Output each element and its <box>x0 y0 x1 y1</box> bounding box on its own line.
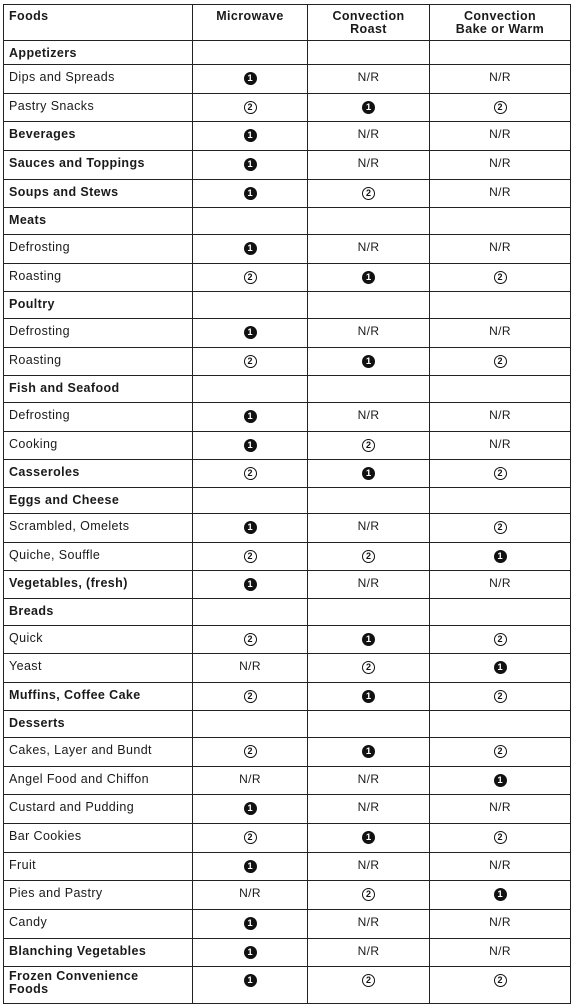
empty-cell <box>430 292 571 319</box>
convection-bake-cell <box>430 180 571 208</box>
second-choice-icon: 2 <box>244 101 257 114</box>
section-label: Poultry <box>4 292 193 319</box>
convection-bake-cell <box>430 571 571 599</box>
microwave-cell <box>193 235 308 264</box>
convection-roast-cell <box>308 967 430 1004</box>
food-label-line1: Frozen Convenience <box>9 969 139 983</box>
not-recommended-label: N/R <box>357 408 380 422</box>
microwave-cell <box>193 122 308 151</box>
first-choice-icon: 1 <box>244 129 257 142</box>
first-choice-icon: 1 <box>362 745 375 758</box>
empty-cell <box>193 208 308 235</box>
not-recommended-label: N/R <box>489 185 511 199</box>
convection-bake-cell <box>430 235 571 264</box>
table-row <box>4 738 571 767</box>
convection-roast-cell <box>308 683 430 711</box>
first-choice-icon: 1 <box>244 860 257 873</box>
convection-roast-cell <box>308 264 430 292</box>
microwave-cell <box>193 403 308 432</box>
microwave-cell <box>193 432 308 460</box>
not-recommended-label: N/R <box>239 886 261 900</box>
not-recommended-label: N/R <box>489 915 511 929</box>
convection-roast-cell <box>308 432 430 460</box>
convection-bake-cell <box>430 348 571 376</box>
convection-roast-cell <box>308 654 430 683</box>
food-label: Quiche, Souffle <box>4 543 193 571</box>
second-choice-icon: 2 <box>362 550 375 563</box>
convection-roast-cell <box>308 626 430 654</box>
first-choice-icon: 1 <box>362 101 375 114</box>
convection-bake-cell <box>430 460 571 488</box>
not-recommended-label: N/R <box>489 70 511 84</box>
microwave-cell <box>193 151 308 180</box>
convection-bake-cell <box>430 654 571 683</box>
convection-bake-cell <box>430 795 571 824</box>
food-label: Casseroles <box>4 460 193 488</box>
second-choice-icon: 2 <box>494 974 507 987</box>
food-label: Soups and Stews <box>4 180 193 208</box>
convection-bake-cell <box>430 151 571 180</box>
not-recommended-label: N/R <box>489 858 511 872</box>
convection-roast-cell <box>308 795 430 824</box>
food-label: Roasting <box>4 264 193 292</box>
empty-cell <box>308 292 430 319</box>
microwave-cell <box>193 881 308 910</box>
not-recommended-label: N/R <box>489 240 511 254</box>
empty-cell <box>193 711 308 738</box>
table-row <box>4 180 571 208</box>
convection-roast-cell <box>308 65 430 94</box>
food-label: Defrosting <box>4 235 193 264</box>
convection-bake-cell <box>430 683 571 711</box>
first-choice-icon: 1 <box>244 326 257 339</box>
table-row <box>4 432 571 460</box>
not-recommended-label: N/R <box>357 127 380 141</box>
not-recommended-label: N/R <box>489 800 511 814</box>
convection-roast-column-header <box>308 5 430 41</box>
convection-bake-cell <box>430 432 571 460</box>
food-label: Defrosting <box>4 403 193 432</box>
first-choice-icon: 1 <box>244 946 257 959</box>
convection-roast-cell <box>308 939 430 967</box>
section-label: Eggs and Cheese <box>4 488 193 514</box>
empty-cell <box>193 292 308 319</box>
convection-roast-cell <box>308 767 430 795</box>
microwave-cell <box>193 738 308 767</box>
second-choice-icon: 2 <box>362 974 375 987</box>
first-choice-icon: 1 <box>362 271 375 284</box>
section-row <box>4 488 571 514</box>
table-row <box>4 460 571 488</box>
convection-bake-cell <box>430 264 571 292</box>
table-row <box>4 939 571 967</box>
second-choice-icon: 2 <box>494 831 507 844</box>
microwave-cell <box>193 348 308 376</box>
convection-roast-cell <box>308 403 430 432</box>
microwave-cell <box>193 853 308 881</box>
microwave-cell <box>193 319 308 348</box>
food-label: Quick <box>4 626 193 654</box>
food-label: Defrosting <box>4 319 193 348</box>
first-choice-icon: 1 <box>244 917 257 930</box>
food-label: Pies and Pastry <box>4 881 193 910</box>
food-label: Scrambled, Omelets <box>4 514 193 543</box>
food-label: Roasting <box>4 348 193 376</box>
table-row <box>4 543 571 571</box>
microwave-cell <box>193 94 308 122</box>
second-choice-icon: 2 <box>362 439 375 452</box>
empty-cell <box>430 488 571 514</box>
not-recommended-label: N/R <box>489 324 511 338</box>
not-recommended-label: N/R <box>489 576 511 590</box>
microwave-cell <box>193 264 308 292</box>
not-recommended-label: N/R <box>489 408 511 422</box>
table-row <box>4 264 571 292</box>
convection-bake-cell <box>430 514 571 543</box>
microwave-cell <box>193 767 308 795</box>
second-choice-icon: 2 <box>244 633 257 646</box>
table-row <box>4 151 571 180</box>
microwave-cell <box>193 654 308 683</box>
microwave-cell <box>193 180 308 208</box>
second-choice-icon: 2 <box>244 355 257 368</box>
second-choice-icon: 2 <box>362 661 375 674</box>
food-label: Cooking <box>4 432 193 460</box>
first-choice-icon: 1 <box>244 439 257 452</box>
convection-bake-cell <box>430 939 571 967</box>
section-label: Desserts <box>4 711 193 738</box>
table-row <box>4 122 571 151</box>
foods-column-header: Foods <box>4 5 193 41</box>
microwave-cell <box>193 626 308 654</box>
second-choice-icon: 2 <box>494 690 507 703</box>
convection-roast-cell <box>308 881 430 910</box>
section-row <box>4 292 571 319</box>
food-label: Angel Food and Chiffon <box>4 767 193 795</box>
section-row <box>4 599 571 626</box>
microwave-cell <box>193 460 308 488</box>
convection-bake-cell <box>430 738 571 767</box>
first-choice-icon: 1 <box>362 831 375 844</box>
second-choice-icon: 2 <box>494 271 507 284</box>
second-choice-icon: 2 <box>494 745 507 758</box>
empty-cell <box>308 41 430 65</box>
convection-roast-cell <box>308 910 430 939</box>
food-label: Cakes, Layer and Bundt <box>4 738 193 767</box>
convection-bake-cell <box>430 824 571 853</box>
table-row <box>4 967 571 1004</box>
microwave-cell <box>193 65 308 94</box>
empty-cell <box>193 376 308 403</box>
not-recommended-label: N/R <box>357 772 380 786</box>
section-label: Breads <box>4 599 193 626</box>
microwave-cell <box>193 514 308 543</box>
food-label: Muffins, Coffee Cake <box>4 683 193 711</box>
convection-roast-cell <box>308 319 430 348</box>
convection-bake-column-header <box>430 5 571 41</box>
second-choice-icon: 2 <box>494 521 507 534</box>
table-row <box>4 403 571 432</box>
microwave-column-header: Microwave <box>193 5 308 41</box>
microwave-cell <box>193 795 308 824</box>
table-body <box>4 41 571 1004</box>
first-choice-icon: 1 <box>494 661 507 674</box>
first-choice-icon: 1 <box>244 242 257 255</box>
not-recommended-label: N/R <box>489 156 511 170</box>
second-choice-icon: 2 <box>244 831 257 844</box>
table-row <box>4 626 571 654</box>
microwave-cell <box>193 571 308 599</box>
convection-bake-cell <box>430 910 571 939</box>
table-row <box>4 824 571 853</box>
microwave-cell <box>193 543 308 571</box>
empty-cell <box>308 711 430 738</box>
section-label: Appetizers <box>4 41 193 65</box>
convection-roast-cell <box>308 122 430 151</box>
header-row <box>4 5 571 41</box>
not-recommended-label: N/R <box>357 240 380 254</box>
not-recommended-label: N/R <box>239 659 261 673</box>
convection-roast-cell <box>308 738 430 767</box>
not-recommended-label: N/R <box>239 772 261 786</box>
convection-bake-header-line1: Convection <box>463 9 537 23</box>
microwave-cell <box>193 967 308 1004</box>
first-choice-icon: 1 <box>244 578 257 591</box>
empty-cell <box>193 599 308 626</box>
food-label: Fruit <box>4 853 193 881</box>
table-row <box>4 853 571 881</box>
not-recommended-label: N/R <box>357 858 380 872</box>
second-choice-icon: 2 <box>244 745 257 758</box>
empty-cell <box>308 208 430 235</box>
not-recommended-label: N/R <box>357 800 380 814</box>
empty-cell <box>430 599 571 626</box>
empty-cell <box>430 208 571 235</box>
second-choice-icon: 2 <box>244 467 257 480</box>
section-row <box>4 208 571 235</box>
empty-cell <box>430 376 571 403</box>
empty-cell <box>193 41 308 65</box>
first-choice-icon: 1 <box>362 690 375 703</box>
not-recommended-label: N/R <box>357 576 380 590</box>
first-choice-icon: 1 <box>362 467 375 480</box>
empty-cell <box>308 488 430 514</box>
table-row <box>4 319 571 348</box>
first-choice-icon: 1 <box>244 521 257 534</box>
convection-roast-cell <box>308 543 430 571</box>
table-row <box>4 683 571 711</box>
first-choice-icon: 1 <box>244 410 257 423</box>
convection-roast-cell <box>308 151 430 180</box>
first-choice-icon: 1 <box>494 774 507 787</box>
empty-cell <box>193 488 308 514</box>
section-row <box>4 376 571 403</box>
table-row <box>4 910 571 939</box>
empty-cell <box>308 376 430 403</box>
table-row <box>4 94 571 122</box>
convection-roast-cell <box>308 180 430 208</box>
food-label: Vegetables, (fresh) <box>4 571 193 599</box>
first-choice-icon: 1 <box>362 633 375 646</box>
food-label: Blanching Vegetables <box>4 939 193 967</box>
convection-bake-cell <box>430 543 571 571</box>
not-recommended-label: N/R <box>489 127 511 141</box>
section-label: Meats <box>4 208 193 235</box>
not-recommended-label: N/R <box>357 944 380 958</box>
empty-cell <box>430 711 571 738</box>
table-row <box>4 795 571 824</box>
food-label: Candy <box>4 910 193 939</box>
microwave-cell <box>193 939 308 967</box>
first-choice-icon: 1 <box>244 158 257 171</box>
convection-bake-cell <box>430 403 571 432</box>
cooking-method-table <box>3 4 571 1004</box>
first-choice-icon: 1 <box>362 355 375 368</box>
not-recommended-label: N/R <box>357 70 380 84</box>
second-choice-icon: 2 <box>244 690 257 703</box>
food-label: Sauces and Toppings <box>4 151 193 180</box>
first-choice-icon: 1 <box>244 187 257 200</box>
not-recommended-label: N/R <box>489 944 511 958</box>
convection-roast-header-line1: Convection <box>332 9 405 23</box>
second-choice-icon: 2 <box>362 187 375 200</box>
convection-roast-cell <box>308 235 430 264</box>
table-row <box>4 571 571 599</box>
microwave-cell <box>193 824 308 853</box>
section-row <box>4 41 571 65</box>
not-recommended-label: N/R <box>357 324 380 338</box>
convection-roast-cell <box>308 94 430 122</box>
convection-roast-cell <box>308 348 430 376</box>
convection-bake-cell <box>430 626 571 654</box>
convection-bake-cell <box>430 65 571 94</box>
second-choice-icon: 2 <box>494 467 507 480</box>
food-label: Bar Cookies <box>4 824 193 853</box>
food-label: Dips and Spreads <box>4 65 193 94</box>
convection-bake-cell <box>430 881 571 910</box>
section-row <box>4 711 571 738</box>
food-label: Beverages <box>4 122 193 151</box>
convection-bake-cell <box>430 122 571 151</box>
second-choice-icon: 2 <box>494 633 507 646</box>
table-row <box>4 881 571 910</box>
convection-roast-header-line2: Roast <box>350 22 387 36</box>
convection-bake-cell <box>430 319 571 348</box>
first-choice-icon: 1 <box>244 802 257 815</box>
not-recommended-label: N/R <box>489 437 511 451</box>
convection-bake-cell <box>430 94 571 122</box>
table-row <box>4 654 571 683</box>
not-recommended-label: N/R <box>357 915 380 929</box>
table-row <box>4 65 571 94</box>
table-row <box>4 235 571 264</box>
food-label: Custard and Pudding <box>4 795 193 824</box>
second-choice-icon: 2 <box>244 271 257 284</box>
first-choice-icon: 1 <box>494 888 507 901</box>
convection-bake-header-line2: Bake or Warm <box>455 22 545 36</box>
first-choice-icon: 1 <box>494 550 507 563</box>
first-choice-icon: 1 <box>244 72 257 85</box>
section-label: Fish and Seafood <box>4 376 193 403</box>
convection-bake-cell <box>430 967 571 1004</box>
table-row <box>4 767 571 795</box>
second-choice-icon: 2 <box>362 888 375 901</box>
convection-roast-cell <box>308 460 430 488</box>
convection-roast-cell <box>308 571 430 599</box>
empty-cell <box>308 599 430 626</box>
convection-roast-cell <box>308 853 430 881</box>
table-row <box>4 514 571 543</box>
not-recommended-label: N/R <box>357 519 380 533</box>
food-label-line2: Foods <box>9 982 49 996</box>
table-row <box>4 348 571 376</box>
second-choice-icon: 2 <box>244 550 257 563</box>
cooking-method-chart <box>3 4 570 1004</box>
microwave-cell <box>193 910 308 939</box>
empty-cell <box>430 41 571 65</box>
microwave-cell <box>193 683 308 711</box>
convection-bake-cell <box>430 767 571 795</box>
convection-roast-cell <box>308 514 430 543</box>
food-label: Yeast <box>4 654 193 683</box>
second-choice-icon: 2 <box>494 355 507 368</box>
first-choice-icon: 1 <box>244 974 257 987</box>
convection-roast-cell <box>308 824 430 853</box>
food-label <box>4 967 193 1004</box>
not-recommended-label: N/R <box>357 156 380 170</box>
second-choice-icon: 2 <box>494 101 507 114</box>
convection-bake-cell <box>430 853 571 881</box>
food-label: Pastry Snacks <box>4 94 193 122</box>
